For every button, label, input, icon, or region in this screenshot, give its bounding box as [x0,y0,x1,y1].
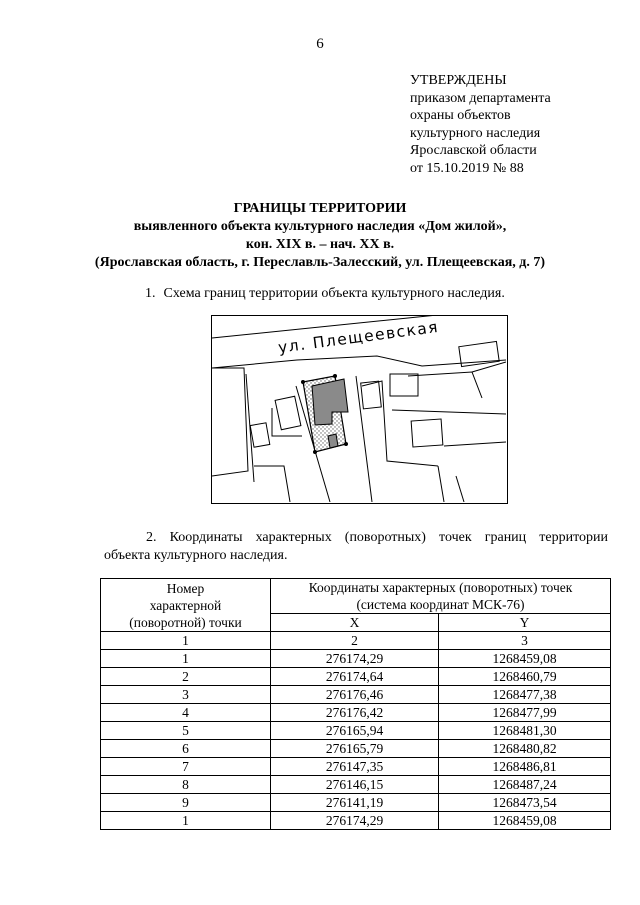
point-number-header: Номер характерной (поворотной) точки [101,579,271,632]
table-row: 2 276174,64 1268460,79 [101,668,611,686]
approval-block [410,72,551,177]
coordinates-table [100,578,611,830]
table-row: 4 276176,42 1268477,99 [101,704,611,722]
page-number: 6 [316,36,324,52]
table-row: 8 276146,15 1268487,24 [101,776,611,794]
approval-line: культурного наследия [410,125,541,141]
approval-line: охраны объектов [410,108,511,123]
coordinates-header: Координаты характерных (поворотных) точек (система координат МСК-76) [271,579,611,614]
section-1-number: 1. [145,286,156,301]
section-2-line: объекта культурного наследия. [104,548,288,563]
x-header: X [271,614,439,632]
table-row: 3 276176,46 1268477,38 [101,686,611,704]
table-row: 5 276165,94 1268481,30 [101,722,611,740]
street-label: ул. Плещеевская [277,317,441,357]
heading-title: ГРАНИЦЫ ТЕРРИТОРИИ [233,201,407,216]
territory-scheme [211,315,508,504]
approval-line: от 15.10.2019 № 88 [410,160,524,176]
approval-line: УТВЕРЖДЕНЫ [410,73,507,88]
index-row: 1 2 3 [101,632,611,650]
y-header: Y [439,614,611,632]
approval-line: приказом департамента [410,90,551,106]
section-2-title [104,529,608,565]
table-row: 1 276174,29 1268459,08 [101,650,611,668]
table-row: 6 276165,79 1268480,82 [101,740,611,758]
section-1-title [145,286,505,302]
table-row: 9 276141,19 1268473,54 [101,794,611,812]
table-row: 7 276147,35 1268486,81 [101,758,611,776]
document-heading [40,200,600,272]
approval-line: Ярославской области [410,143,537,158]
heading-address: (Ярославская область, г. Переславль-Залесский, ул. Плещеевская, д. 7) [94,255,546,270]
section-2-line: 2. Координаты характерных (поворотных) точек границ территории [146,530,608,545]
heading-dating: кон. XIX в. – нач. XX в. [245,237,395,252]
heading-subtitle: выявленного объекта культурного наследия «Дом жилой», [133,219,507,234]
section-1-text: Схема границ территории объекта культурного наследия. [163,286,505,301]
table-row: 1 276174,29 1268459,08 [101,812,611,830]
